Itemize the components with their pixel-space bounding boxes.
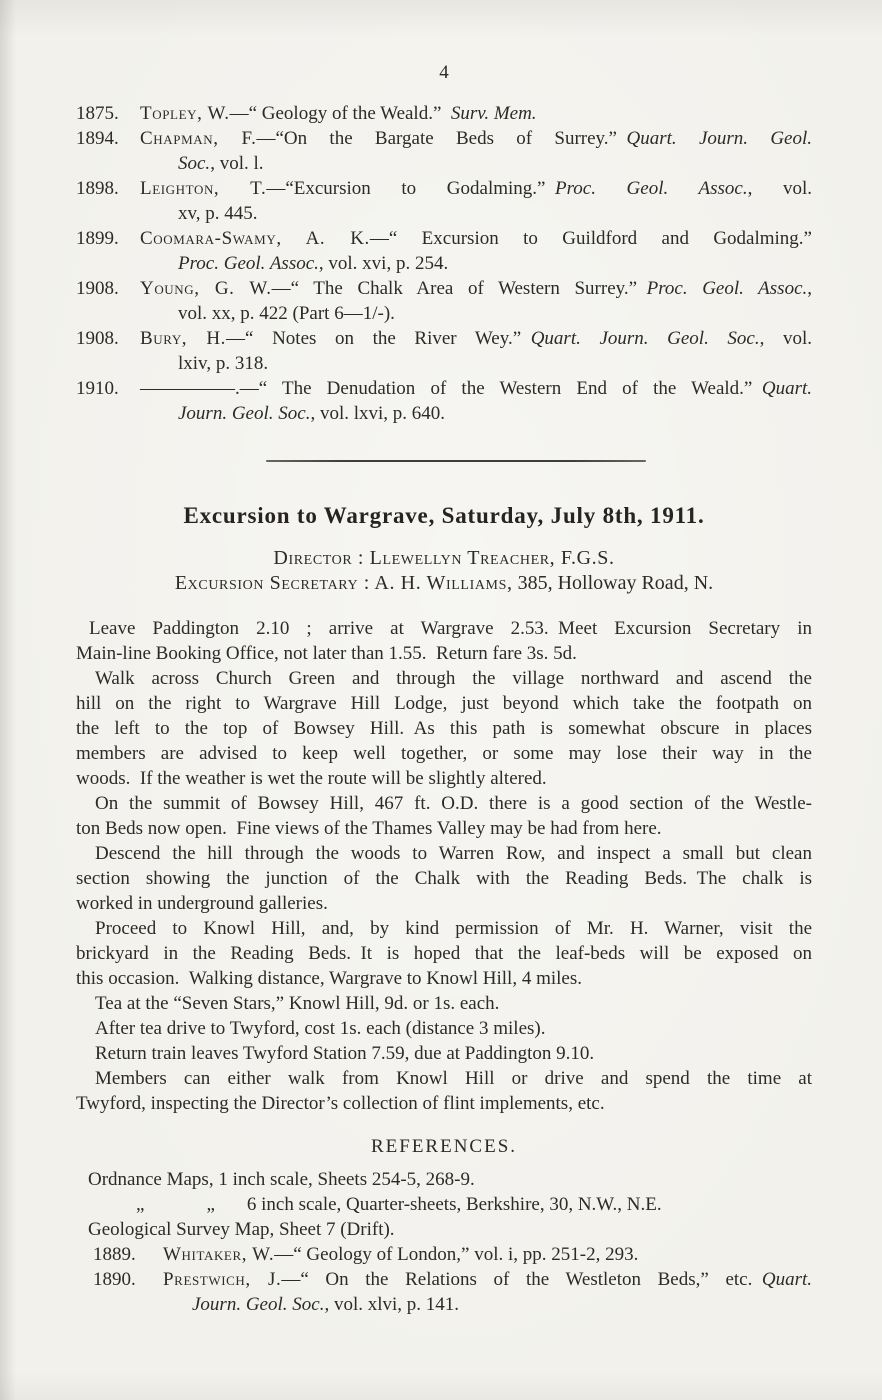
paragraph-line: brickyard in the Reading Beds. It is hoped that the leaf-beds will be exposed on xyxy=(76,943,812,964)
entry-year: 1898. xyxy=(76,178,119,199)
reference-line: Ordnance Maps, 1 inch scale, Sheets 254-5, 268-9. xyxy=(88,1169,475,1190)
paragraph xyxy=(76,666,812,791)
paragraph xyxy=(76,1066,812,1116)
author-name: Young, G. W. xyxy=(140,278,272,299)
paragraph-line: this occasion. Walking distance, Wargrave to Knowl Hill, 4 miles. xyxy=(76,968,582,989)
entry-text: , vol. xvi, p. 254. xyxy=(318,253,449,274)
entry-year: 1899. xyxy=(76,228,119,249)
page-number: 4 xyxy=(439,62,449,83)
reference-text: 6 inch scale, Quarter-sheets, Berkshire, 30, N.W., N.E. xyxy=(246,1194,662,1215)
paragraph-line: Proceed to Knowl Hill, and, by kind permission of Mr. H. Warner, visit the xyxy=(95,918,812,939)
work-title: —“ On the Relations of the Westleton Beds,” etc. xyxy=(281,1269,762,1290)
paragraph-line: Leave Paddington 2.10 ; arrive at Wargrave 2.53. Meet Excursion Secretary in xyxy=(89,618,812,639)
entry-year: 1890. xyxy=(93,1269,136,1290)
paragraph-line: Twyford, inspecting the Director’s collection of flint implements, etc. xyxy=(76,1093,605,1114)
references-list xyxy=(88,1167,812,1317)
paragraph-line: section showing the junction of the Chalk with the Reading Beds. The chalk is xyxy=(76,868,812,889)
author-name: Bury, H. xyxy=(140,328,227,349)
entry-year: 1908. xyxy=(76,328,119,349)
bibliography-entry xyxy=(76,226,812,276)
bibliography-entry xyxy=(76,126,812,176)
work-title: —“ Excursion to Guildford and Godalming.” xyxy=(369,228,812,249)
secretary-name: Excursion Secretary : A. H. Williams, xyxy=(174,572,513,594)
paragraph-line: Descend the hill through the woods to Warren Row, and inspect a small but clean xyxy=(95,843,812,864)
paragraph-line: the left to the top of Bowsey Hill. As this path is somewhat obscure in places xyxy=(76,718,812,739)
entry-year: 1875. xyxy=(76,103,119,124)
journal-name: Quart. Journ. Geol. Soc. xyxy=(530,328,760,349)
ditto-mark: „ xyxy=(136,1194,145,1215)
work-title: —“On the Bargate Beds of Surrey.” xyxy=(256,128,627,149)
journal-name: Proc. Geol. Assoc. xyxy=(554,178,748,199)
entry-text: , vol. xyxy=(747,178,812,199)
references-section xyxy=(76,1134,812,1317)
excursion-description xyxy=(76,616,812,1116)
secretary-address: 385, Holloway Road, N. xyxy=(512,572,714,594)
entry-year: 1908. xyxy=(76,278,119,299)
secretary-line xyxy=(76,571,812,596)
paragraph-line: Members can either walk from Knowl Hill or drive and spend the time at xyxy=(95,1068,812,1089)
journal-name: Surv. Mem. xyxy=(450,103,537,124)
paragraph xyxy=(76,791,812,841)
work-title: —“ Notes on the River Wey.” xyxy=(226,328,531,349)
entry-year: 1910. xyxy=(76,378,119,399)
journal-name: Journ. Geol. Soc. xyxy=(178,403,311,424)
author-name: Prestwich, J. xyxy=(163,1269,282,1290)
paragraph-line: Tea at the “Seven Stars,” Knowl Hill, 9d. or 1s. each. xyxy=(95,993,500,1014)
author-name: Whitaker, W. xyxy=(163,1244,275,1265)
bibliography-entry xyxy=(76,326,812,376)
repeat-author-dash: —————.—“ The Denudation of the Western End of the Weald.” xyxy=(140,378,762,399)
paragraph-line: Return train leaves Twyford Station 7.59, due at Paddington 9.10. xyxy=(95,1043,595,1064)
paragraph-line: members are advised to keep well together, or some may lose their way in the xyxy=(76,743,812,764)
entry-text: , vol. l. xyxy=(210,153,264,174)
paragraph-line: On the summit of Bowsey Hill, 467 ft. O.D. there is a good section of the Westle- xyxy=(95,793,812,814)
entry-text: , xyxy=(807,278,812,299)
officers-block xyxy=(76,546,812,596)
journal-name: Quart. xyxy=(761,378,812,399)
excursion-heading: Excursion to Wargrave, Saturday, July 8th, 1911. xyxy=(183,503,705,528)
paragraph-line: Walk across Church Green and through the village northward and ascend the xyxy=(95,668,812,689)
paragraph-line: woods. If the weather is wet the route will be slightly altered. xyxy=(76,768,547,789)
entry-text: vol. xx, p. 422 (Part 6—1/-). xyxy=(178,303,395,324)
author-name: Chapman, F. xyxy=(140,128,257,149)
references-heading: REFERENCES. xyxy=(370,1136,518,1157)
entry-text: , vol. xyxy=(759,328,812,349)
entry-text: lxiv, p. 318. xyxy=(178,353,269,374)
paragraph xyxy=(76,616,812,666)
entry-text: xv, p. 445. xyxy=(178,203,258,224)
reference-entry xyxy=(88,1242,812,1267)
paragraph xyxy=(76,916,812,991)
entry-year: 1889. xyxy=(93,1244,136,1265)
bibliography-entry xyxy=(76,376,812,426)
bibliography-entry xyxy=(76,276,812,326)
reference-line: Geological Survey Map, Sheet 7 (Drift). xyxy=(88,1219,395,1240)
director-line: Director : Llewellyn Treacher, F.G.S. xyxy=(273,547,615,569)
paragraph xyxy=(76,841,812,916)
author-name: Leighton, T. xyxy=(140,178,267,199)
ditto-mark: „ xyxy=(206,1194,215,1215)
work-title: —“ Geology of the Weald.” xyxy=(229,103,451,124)
journal-name: Quart. xyxy=(761,1269,813,1290)
paragraph-line: After tea drive to Twyford, cost 1s. each (distance 3 miles). xyxy=(95,1018,546,1039)
journal-name: Journ. Geol. Soc. xyxy=(192,1294,325,1315)
entry-year: 1894. xyxy=(76,128,119,149)
bibliography-entry xyxy=(76,101,812,126)
paragraph-line: Main-line Booking Office, not later than 1.55. Return fare 3s. 5d. xyxy=(76,643,577,664)
work-title: —“ The Chalk Area of Western Surrey.” xyxy=(271,278,647,299)
bibliography-entry xyxy=(76,176,812,226)
author-name: Topley, W. xyxy=(140,103,230,124)
paragraph xyxy=(76,1041,812,1066)
entry-text: , vol. xlvi, p. 141. xyxy=(324,1294,460,1315)
journal-name: Quart. Journ. Geol. xyxy=(626,128,812,149)
journal-name: Soc. xyxy=(178,153,211,174)
work-title: —“ Geology of London,” vol. i, pp. 251-2, 293. xyxy=(274,1244,639,1265)
paragraph xyxy=(76,1016,812,1041)
reference-entry xyxy=(88,1267,812,1317)
bibliography-list xyxy=(76,101,812,426)
work-title: —“Excursion to Godalming.” xyxy=(266,178,555,199)
paragraph-line: worked in underground galleries. xyxy=(76,893,328,914)
entry-text: , vol. lxvi, p. 640. xyxy=(310,403,446,424)
paragraph-line: ton Beds now open. Fine views of the Thames Valley may be had from here. xyxy=(76,818,662,839)
journal-name: Proc. Geol. Assoc. xyxy=(646,278,808,299)
journal-name: Proc. Geol. Assoc. xyxy=(178,253,319,274)
paragraph xyxy=(76,991,812,1016)
paragraph-line: hill on the right to Wargrave Hill Lodge, just beyond which take the footpath on xyxy=(76,693,812,714)
reference-line-ditto xyxy=(88,1192,812,1217)
section-divider xyxy=(266,460,646,462)
author-name: Coomara-Swamy, A. K. xyxy=(140,228,370,249)
